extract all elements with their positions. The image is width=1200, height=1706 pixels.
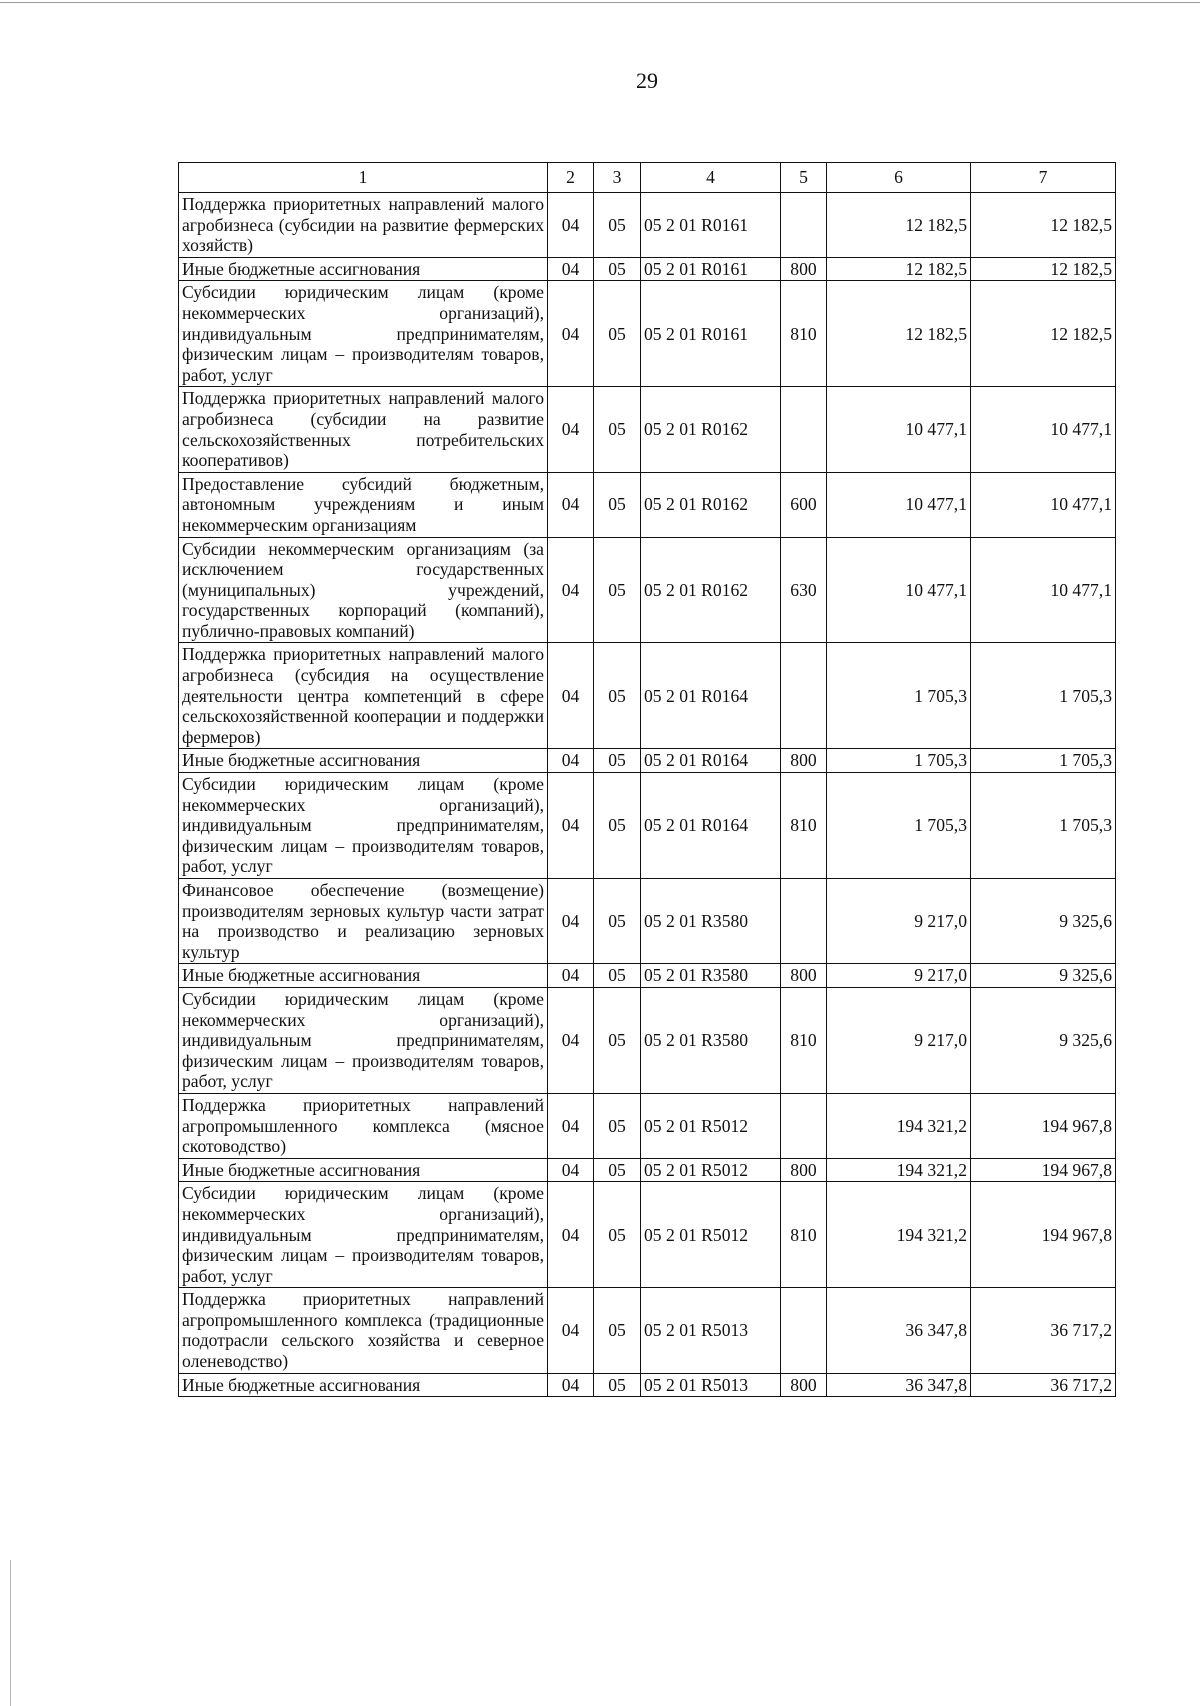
amount-year-2-cell: 12 182,5 — [971, 281, 1116, 387]
target-article-code-cell: 05 2 01 R0162 — [641, 387, 781, 472]
column-header: 7 — [971, 163, 1116, 193]
item-name-cell: Поддержка приоритетных направлений малого агробизнеса (субсидии на развитие сельскохозяйственных потребительских кооперативов) — [179, 387, 548, 472]
item-name-cell: Иные бюджетные ассигнования — [179, 964, 548, 988]
target-article-code-cell: 05 2 01 R5012 — [641, 1158, 781, 1182]
subsection-code-cell: 05 — [594, 964, 641, 988]
table-row — [179, 281, 1116, 387]
amount-year-2-cell: 9 325,6 — [971, 879, 1116, 964]
section-code-cell: 04 — [548, 1182, 594, 1288]
amount-year-2-cell: 1 705,3 — [971, 749, 1116, 773]
section-code-cell: 04 — [548, 1158, 594, 1182]
section-code-cell: 04 — [548, 257, 594, 281]
subsection-code-cell: 05 — [594, 387, 641, 472]
section-code-cell: 04 — [548, 1288, 594, 1373]
table-row — [179, 643, 1116, 749]
expense-type-code-cell: 630 — [781, 537, 827, 643]
table-row — [179, 193, 1116, 258]
table-row — [179, 964, 1116, 988]
table-row — [179, 749, 1116, 773]
item-name-cell: Поддержка приоритетных направлений агропромышленного комплекса (мясное скотоводство) — [179, 1093, 548, 1158]
amount-year-1-cell: 10 477,1 — [827, 537, 971, 643]
amount-year-2-cell: 1 705,3 — [971, 773, 1116, 879]
expense-type-code-cell: 800 — [781, 257, 827, 281]
target-article-code-cell: 05 2 01 R0162 — [641, 472, 781, 537]
amount-year-2-cell: 9 325,6 — [971, 987, 1116, 1093]
item-name-cell: Поддержка приоритетных направлений малого агробизнеса (субсидии на развитие фермерских хозяйств) — [179, 193, 548, 258]
target-article-code-cell: 05 2 01 R3580 — [641, 964, 781, 988]
amount-year-2-cell: 10 477,1 — [971, 472, 1116, 537]
amount-year-1-cell: 194 321,2 — [827, 1158, 971, 1182]
subsection-code-cell: 05 — [594, 257, 641, 281]
subsection-code-cell: 05 — [594, 1158, 641, 1182]
amount-year-2-cell: 10 477,1 — [971, 537, 1116, 643]
subsection-code-cell: 05 — [594, 773, 641, 879]
section-code-cell: 04 — [548, 643, 594, 749]
expense-type-code-cell: 810 — [781, 773, 827, 879]
subsection-code-cell: 05 — [594, 472, 641, 537]
subsection-code-cell: 05 — [594, 1288, 641, 1373]
section-code-cell: 04 — [548, 1093, 594, 1158]
section-code-cell: 04 — [548, 879, 594, 964]
subsection-code-cell: 05 — [594, 643, 641, 749]
table-body — [179, 193, 1116, 1397]
amount-year-1-cell: 9 217,0 — [827, 879, 971, 964]
expense-type-code-cell — [781, 1093, 827, 1158]
subsection-code-cell: 05 — [594, 1373, 641, 1397]
target-article-code-cell: 05 2 01 R0164 — [641, 773, 781, 879]
amount-year-2-cell: 12 182,5 — [971, 193, 1116, 258]
target-article-code-cell: 05 2 01 R0161 — [641, 281, 781, 387]
expense-type-code-cell — [781, 879, 827, 964]
table-row — [179, 1158, 1116, 1182]
expense-type-code-cell: 810 — [781, 987, 827, 1093]
expense-type-code-cell — [781, 1288, 827, 1373]
section-code-cell: 04 — [548, 987, 594, 1093]
item-name-cell: Иные бюджетные ассигнования — [179, 1373, 548, 1397]
item-name-cell: Поддержка приоритетных направлений агропромышленного комплекса (традиционные подотрасли сельского хозяйства и северное оленеводство) — [179, 1288, 548, 1373]
amount-year-2-cell: 10 477,1 — [971, 387, 1116, 472]
amount-year-2-cell: 194 967,8 — [971, 1093, 1116, 1158]
section-code-cell: 04 — [548, 472, 594, 537]
table-row — [179, 1182, 1116, 1288]
table-row — [179, 257, 1116, 281]
target-article-code-cell: 05 2 01 R0164 — [641, 643, 781, 749]
expense-type-code-cell: 800 — [781, 1373, 827, 1397]
amount-year-1-cell: 36 347,8 — [827, 1288, 971, 1373]
table-row — [179, 879, 1116, 964]
item-name-cell: Иные бюджетные ассигнования — [179, 257, 548, 281]
item-name-cell: Субсидии юридическим лицам (кроме некоммерческих организаций), индивидуальным предпринимателям, физическим лицам – производителям товаров, работ, услуг — [179, 1182, 548, 1288]
target-article-code-cell: 05 2 01 R3580 — [641, 987, 781, 1093]
expense-type-code-cell — [781, 193, 827, 258]
target-article-code-cell: 05 2 01 R0161 — [641, 193, 781, 258]
amount-year-2-cell: 12 182,5 — [971, 257, 1116, 281]
target-article-code-cell: 05 2 01 R5013 — [641, 1373, 781, 1397]
expense-type-code-cell: 810 — [781, 281, 827, 387]
amount-year-2-cell: 194 967,8 — [971, 1158, 1116, 1182]
page-number: 29 — [636, 68, 658, 93]
table-row — [179, 387, 1116, 472]
section-code-cell: 04 — [548, 749, 594, 773]
table-row — [179, 1288, 1116, 1373]
expense-type-code-cell — [781, 387, 827, 472]
amount-year-1-cell: 10 477,1 — [827, 472, 971, 537]
section-code-cell: 04 — [548, 281, 594, 387]
subsection-code-cell: 05 — [594, 537, 641, 643]
scan-edge-line — [10, 1560, 11, 1706]
target-article-code-cell: 05 2 01 R0162 — [641, 537, 781, 643]
table-row — [179, 987, 1116, 1093]
column-header: 4 — [641, 163, 781, 193]
subsection-code-cell: 05 — [594, 1093, 641, 1158]
target-article-code-cell: 05 2 01 R5012 — [641, 1093, 781, 1158]
section-code-cell: 04 — [548, 773, 594, 879]
scan-edge-line — [0, 2, 1200, 3]
amount-year-1-cell: 1 705,3 — [827, 749, 971, 773]
subsection-code-cell: 05 — [594, 193, 641, 258]
item-name-cell: Иные бюджетные ассигнования — [179, 1158, 548, 1182]
column-header: 1 — [179, 163, 548, 193]
column-header: 5 — [781, 163, 827, 193]
subsection-code-cell: 05 — [594, 749, 641, 773]
table-row — [179, 1093, 1116, 1158]
item-name-cell: Финансовое обеспечение (возмещение) производителям зерновых культур части затрат на производство и реализацию зерновых культур — [179, 879, 548, 964]
subsection-code-cell: 05 — [594, 879, 641, 964]
section-code-cell: 04 — [548, 193, 594, 258]
column-header: 6 — [827, 163, 971, 193]
table-row — [179, 1373, 1116, 1397]
amount-year-2-cell: 36 717,2 — [971, 1373, 1116, 1397]
section-code-cell: 04 — [548, 1373, 594, 1397]
amount-year-1-cell: 12 182,5 — [827, 193, 971, 258]
amount-year-1-cell: 1 705,3 — [827, 773, 971, 879]
amount-year-2-cell: 1 705,3 — [971, 643, 1116, 749]
expense-type-code-cell: 800 — [781, 964, 827, 988]
subsection-code-cell: 05 — [594, 1182, 641, 1288]
item-name-cell: Субсидии некоммерческим организациям (за исключением государственных (муниципальных) учреждений, государственных корпораций (компаний), публично-правовых компаний) — [179, 537, 548, 643]
amount-year-1-cell: 12 182,5 — [827, 257, 971, 281]
amount-year-1-cell: 36 347,8 — [827, 1373, 971, 1397]
expense-type-code-cell — [781, 643, 827, 749]
amount-year-1-cell: 10 477,1 — [827, 387, 971, 472]
expense-type-code-cell: 800 — [781, 749, 827, 773]
column-header: 3 — [594, 163, 641, 193]
expense-type-code-cell: 600 — [781, 472, 827, 537]
item-name-cell: Поддержка приоритетных направлений малого агробизнеса (субсидия на осуществление деятельности центра компетенций в сфере сельскохозяйственной кооперации и поддержки фермеров) — [179, 643, 548, 749]
table-row — [179, 773, 1116, 879]
item-name-cell: Субсидии юридическим лицам (кроме некоммерческих организаций), индивидуальным предпринимателям, физическим лицам – производителям товаров, работ, услуг — [179, 987, 548, 1093]
amount-year-1-cell: 194 321,2 — [827, 1093, 971, 1158]
target-article-code-cell: 05 2 01 R5013 — [641, 1288, 781, 1373]
section-code-cell: 04 — [548, 537, 594, 643]
amount-year-2-cell: 9 325,6 — [971, 964, 1116, 988]
item-name-cell: Иные бюджетные ассигнования — [179, 749, 548, 773]
expense-type-code-cell: 810 — [781, 1182, 827, 1288]
amount-year-2-cell: 194 967,8 — [971, 1182, 1116, 1288]
target-article-code-cell: 05 2 01 R0161 — [641, 257, 781, 281]
subsection-code-cell: 05 — [594, 281, 641, 387]
item-name-cell: Субсидии юридическим лицам (кроме некоммерческих организаций), индивидуальным предпринимателям, физическим лицам – производителям товаров, работ, услуг — [179, 773, 548, 879]
table-row — [179, 472, 1116, 537]
amount-year-2-cell: 36 717,2 — [971, 1288, 1116, 1373]
header-row — [179, 163, 1116, 193]
target-article-code-cell: 05 2 01 R5012 — [641, 1182, 781, 1288]
item-name-cell: Субсидии юридическим лицам (кроме некоммерческих организаций), индивидуальным предпринимателям, физическим лицам – производителям товаров, работ, услуг — [179, 281, 548, 387]
expense-type-code-cell: 800 — [781, 1158, 827, 1182]
subsection-code-cell: 05 — [594, 987, 641, 1093]
amount-year-1-cell: 9 217,0 — [827, 987, 971, 1093]
amount-year-1-cell: 194 321,2 — [827, 1182, 971, 1288]
table-header — [179, 163, 1116, 193]
section-code-cell: 04 — [548, 964, 594, 988]
target-article-code-cell: 05 2 01 R3580 — [641, 879, 781, 964]
table-row — [179, 537, 1116, 643]
budget-table — [178, 162, 1116, 1397]
amount-year-1-cell: 9 217,0 — [827, 964, 971, 988]
amount-year-1-cell: 1 705,3 — [827, 643, 971, 749]
column-header: 2 — [548, 163, 594, 193]
item-name-cell: Предоставление субсидий бюджетным, автономным учреждениям и иным некоммерческим организациям — [179, 472, 548, 537]
section-code-cell: 04 — [548, 387, 594, 472]
amount-year-1-cell: 12 182,5 — [827, 281, 971, 387]
target-article-code-cell: 05 2 01 R0164 — [641, 749, 781, 773]
